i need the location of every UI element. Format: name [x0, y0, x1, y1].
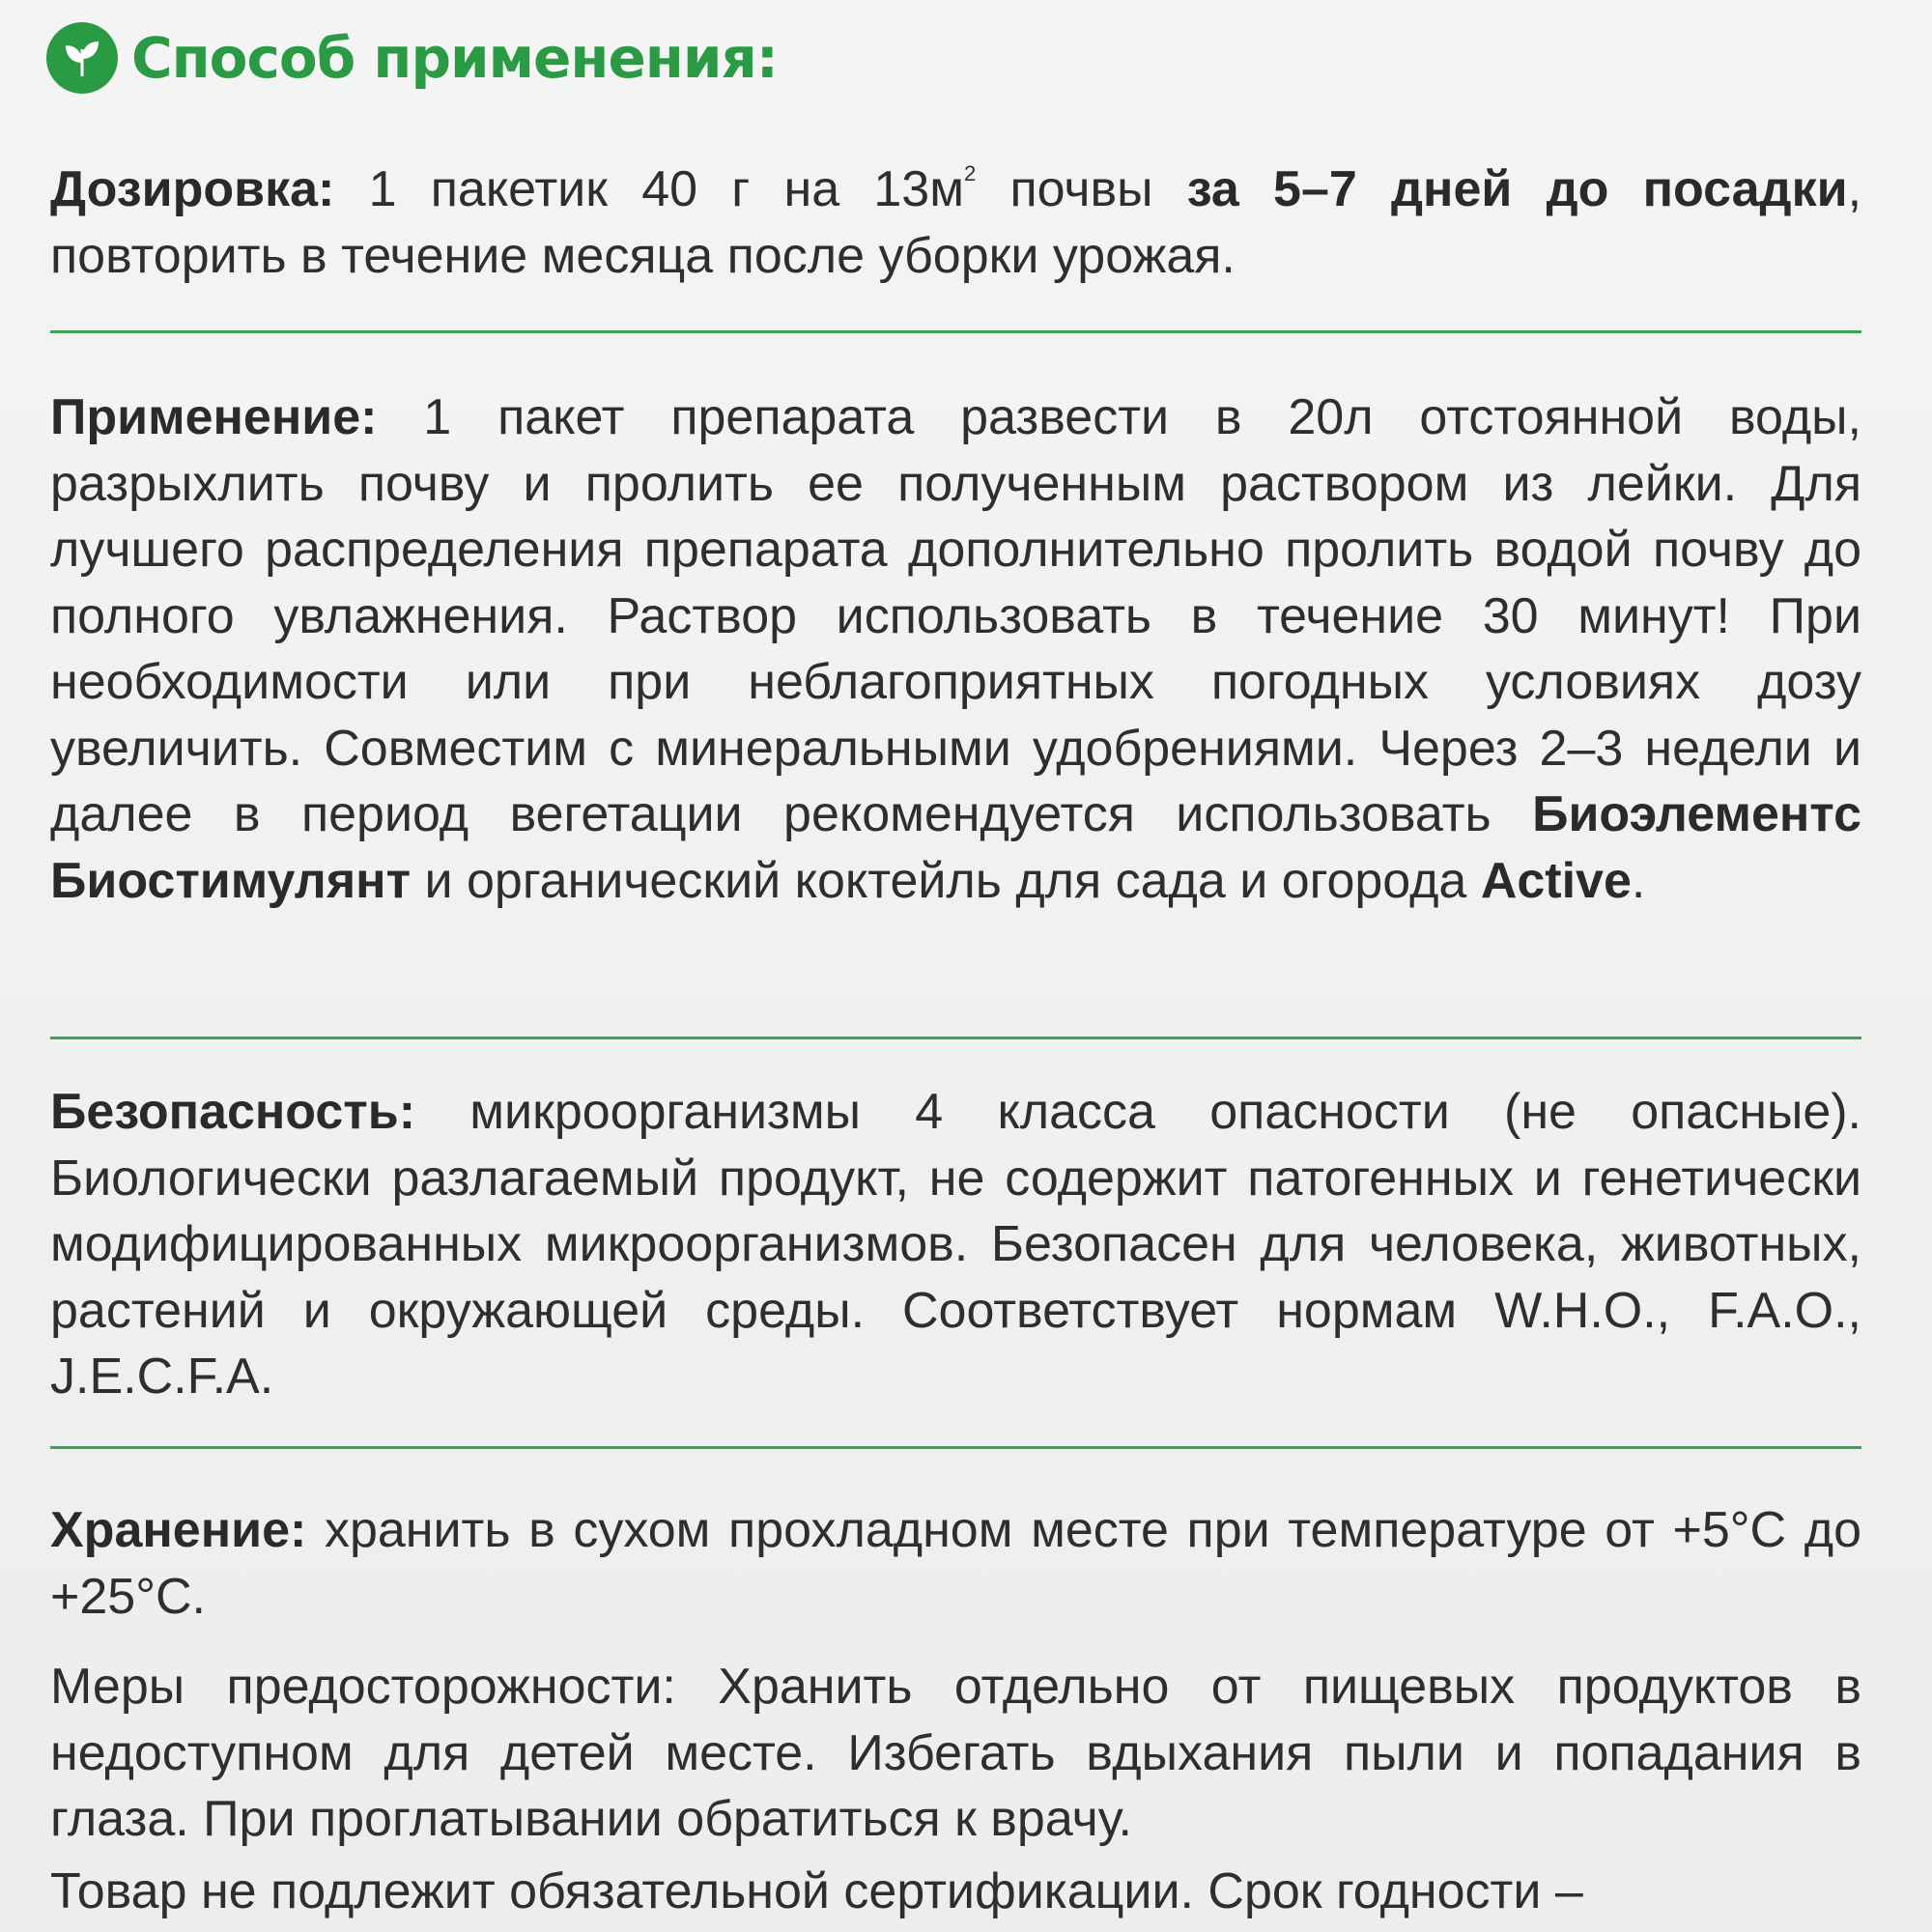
dosage-bold-timing: за 5–7 дней до посадки: [1186, 161, 1848, 217]
divider: [50, 1037, 1861, 1039]
dosage-text: 1 пакетик 40 г на 13м: [368, 161, 964, 217]
certification-paragraph: [50, 1859, 1861, 1925]
application-text: 1 пакет препарата развести в 20л отстоянной воды, разрыхлить почву и пролить ее полученным раствором из лейки. Для лучшего распределения препарата дополнительно пролить водой почву до полного увлажнения. Раствор использовать в течение 30 минут! При необходимости или при неблагоприятных погодных условиях дозу увеличить. Совместим с минеральными удобрениями. Через 2–3 недели и далее в период вегетации рекомендуется использовать: [50, 389, 1861, 842]
storage-label: Хранение:: [50, 1502, 307, 1558]
precautions-paragraph: [50, 1654, 1861, 1853]
application-bold-product-1: Биоэлементс Биостимулянт: [50, 786, 1861, 909]
safety-paragraph: [50, 1079, 1861, 1410]
certification-text: Товар не подлежит обязательной сертификации. Срок годности –: [50, 1863, 1583, 1919]
divider: [50, 1446, 1861, 1449]
leaf-icon: [46, 22, 118, 94]
application-paragraph: [50, 384, 1861, 914]
dosage-text-2: почвы: [1009, 161, 1153, 217]
divider: [50, 330, 1861, 333]
dosage-comma: ,: [1847, 161, 1862, 217]
application-period: .: [1631, 852, 1646, 909]
storage-paragraph: [50, 1497, 1861, 1630]
section-header: [46, 10, 778, 106]
dosage-paragraph: [50, 156, 1861, 289]
precautions-text: Меры предосторожности: Хранить отдельно от пищевых продуктов в недоступном для детей месте. Избегать вдыхания пыли и попадания в глаза. При проглатывании обратиться к врачу.: [50, 1659, 1861, 1847]
storage-text: хранить в сухом прохладном месте при температуре от +5°С до +25°С.: [50, 1502, 1861, 1625]
safety-text: микроорганизмы 4 класса опасности (не опасные). Биологически разлагаемый продукт, не содержит патогенных и генетически модифицированных микроорганизмов. Безопасен для человека, животных, растений и окружающей среды. Соответствует нормам W.H.O., F.A.O., J.E.C.F.A.: [50, 1084, 1861, 1405]
safety-label: Безопасность:: [50, 1084, 416, 1140]
application-text-2: и органический коктейль для сада и огорода: [424, 852, 1467, 909]
application-label: Применение:: [50, 389, 378, 445]
dosage-superscript: 2: [963, 161, 977, 185]
dosage-text-4: повторить в течение месяца после уборки урожая.: [50, 227, 1236, 284]
page-title: Способ применения:: [131, 25, 778, 91]
application-bold-product-2: Active: [1480, 852, 1632, 909]
dosage-label: Дозировка:: [50, 161, 335, 217]
